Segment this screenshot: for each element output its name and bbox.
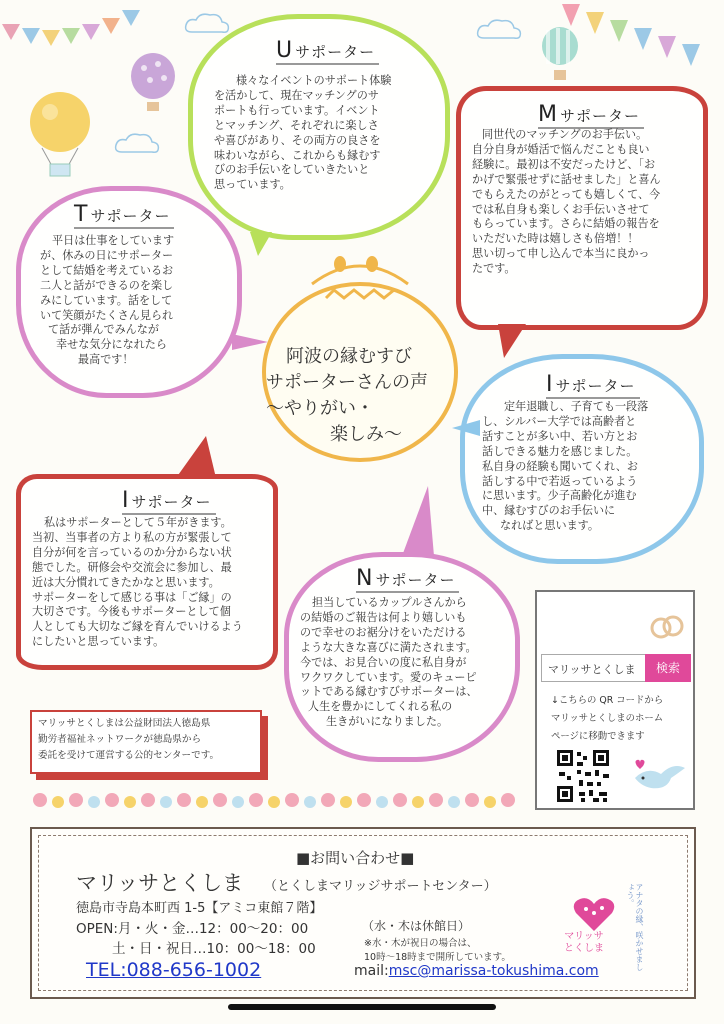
cloud-icon bbox=[112, 130, 162, 156]
i-supporter-right-bubble-tail bbox=[452, 420, 480, 436]
mail-label: mail: bbox=[354, 963, 389, 979]
center-name: マリッサとくしま bbox=[76, 871, 244, 895]
u-supporter-title: U サポーター bbox=[276, 38, 375, 63]
search-bar[interactable] bbox=[541, 654, 691, 682]
marissa-heart-logo bbox=[572, 895, 616, 933]
bird-with-heart-icon bbox=[627, 752, 691, 796]
t-supporter-title: T サポーター bbox=[74, 202, 170, 227]
address: 徳島市寺島本町西 1-5【アミコ東館７階】 bbox=[76, 901, 323, 916]
opening-hours-weekday: OPEN:月・火・金…12：00〜20：00 bbox=[76, 921, 309, 937]
mail-link[interactable]: msc@marissa-tokushima.com bbox=[388, 963, 599, 979]
center-title-line-2: サポーターさんの声 bbox=[266, 372, 428, 393]
center-title-line-4: 楽しみ〜 bbox=[330, 424, 402, 445]
opening-hours-weekend: 土・日・祝日…10：00〜18：00 bbox=[112, 941, 316, 957]
i-supporter-left-bubble-tail bbox=[176, 436, 216, 478]
center-name-sub: （とくしまマリッジサポートセンター） bbox=[264, 879, 497, 894]
n-supporter-text: 担当しているカップルさんから の結婚のご報告は何より嬉しいも ので幸せのお裾分けをいただける ような大きな喜びに満たされます。 今では、お見合いの度に私自身が ワクワクしています。愛のキューピ ットである縁むすびサポーターは、 人生を豊かにしてくれる私の 生きがいになりました。 bbox=[300, 596, 478, 729]
t-supporter-text: 平日は仕事をしています が、休みの日にサポーター として結婚を考えているお 二人と話ができるのを楽し みにしています。話をして いて笑顔がたくさん見られ て話が弾んでみんなが 幸せな気分になれたら 最高です！ bbox=[40, 234, 175, 367]
m-supporter-text: 同世代のマッチングのお手伝い。 自分自身が婚活で悩んだことも良い 経験に。最初は不安だったけど、「お かげで緊張せずに話せました」と喜ん でもらえたのがとっても嬉しくて、今 では私自身も楽しくお手伝いさせて もらっています。さらに結婚の報告を いただいた時は嬉しさも倍増！！ 思い切って申し込んで本当に良かっ たです。 bbox=[472, 128, 661, 276]
purple-balloon-illustration bbox=[128, 52, 178, 114]
marissa-logo-text: マリッサ とくしま bbox=[564, 931, 604, 954]
search-text: マリッサとくしま bbox=[548, 663, 636, 676]
center-title-line-1: 阿波の縁むすび bbox=[286, 346, 412, 367]
t-supporter-bubble-tail bbox=[232, 334, 268, 350]
n-supporter-title: N サポーター bbox=[356, 566, 455, 591]
cloud-icon bbox=[182, 10, 232, 36]
tel-link[interactable]: TEL:088-656-1002 bbox=[86, 959, 262, 981]
i-supporter-left-title: I サポーター bbox=[122, 488, 212, 513]
qr-card bbox=[535, 590, 695, 810]
wedding-rings-icon bbox=[647, 612, 687, 640]
n-supporter-bubble-tail bbox=[402, 486, 434, 556]
u-supporter-bubble-tail bbox=[250, 232, 272, 256]
closed-note-1: ※水・木が祝日の場合は、 bbox=[364, 938, 477, 949]
marissa-logo-tagline: アナタの縁、咲かせましょう。 bbox=[626, 883, 644, 971]
m-supporter-bubble-tail bbox=[498, 324, 526, 358]
bunting-right bbox=[560, 0, 724, 80]
i-supporter-right-title: I サポーター bbox=[546, 372, 636, 397]
qr-code-icon[interactable] bbox=[555, 748, 611, 804]
yellow-balloon-illustration bbox=[28, 90, 92, 180]
contact-section bbox=[30, 827, 696, 999]
mail-row bbox=[354, 963, 599, 979]
search-button[interactable]: 検索 bbox=[645, 654, 691, 682]
contact-heading: ■お問い合わせ■ bbox=[296, 849, 415, 867]
flower-row-decoration bbox=[30, 788, 526, 814]
closed-note-2: 10時〜18時まで開所しています。 bbox=[364, 952, 511, 963]
center-title-line-3: 〜やりがい・ bbox=[266, 398, 374, 419]
i-supporter-right-text: 定年退職し、子育ても一段落 し、シルバー大学では高齢者と 話すことが多い中、若い方とお 話しできる魅力を感じました。 私自身の経験も聞いてくれ、お 話しする中で若返っているよう に思います。少子高齢化が進む 中、縁むすびのお手伝いに なればと思います。 bbox=[482, 400, 649, 533]
organization-note: マリッサとくしまは公益財団法人徳島県 勤労者福祉ネットワークが徳島県から 委託を受けて運営する公的センターです。 bbox=[30, 710, 262, 774]
qr-instructions: ↓こちらの QR コードから マリッサとくしまのホーム ページに移動できます bbox=[551, 695, 664, 742]
i-supporter-left-text: 私はサポーターとして５年がきます。 当初、当事者の方より私の方が緊張して 自分が何を言っているのか分からない状 態でした。研修会や交流会に参加し、最 近は大分慣れてきたかなと思います。 サポーターをして感じる事は「ご縁」の 大切さです。今後もサポーターとして個 人としても大切なご縁を育んでいけるよう にしたいと思っています。 bbox=[32, 516, 243, 649]
smiling-face-decoration bbox=[300, 254, 420, 314]
m-supporter-title: M サポーター bbox=[538, 102, 640, 127]
striped-balloon-illustration bbox=[538, 26, 582, 86]
u-supporter-text: 様々なイベントのサポート体験 を活かして、現在マッチングのサ ポートも行っています。イベント とマッチング、それぞれに楽しさ や喜びがあり、その両方の良さを 味わいながら、これからも縁むす びのお手伝いをしていきたいと 思っています。 bbox=[214, 74, 392, 192]
cloud-icon bbox=[474, 16, 524, 42]
bunting-left bbox=[0, 0, 150, 40]
closed-days: （水・木は休館日） bbox=[362, 919, 471, 933]
home-indicator bbox=[228, 1004, 496, 1010]
